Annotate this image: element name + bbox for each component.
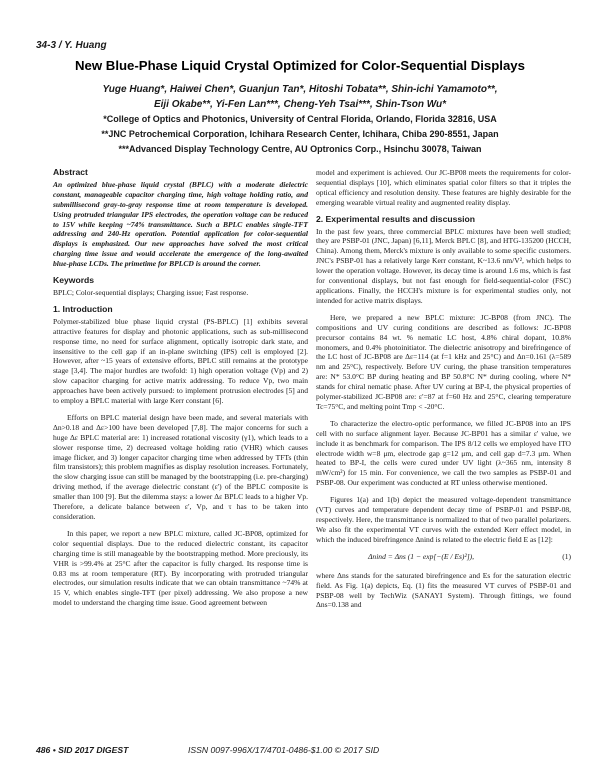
body-paragraph: Here, we prepared a new BPLC mixture: JC-BP08 (from JNC). The compositions and UV curing conditions are described as follows: JC-BP08 precursor contains 84 wt. % nematic LC host, 4.8% chiral dopant, 10.8% monomers, and 0.4% photoinitiator. The dielectric anisotropy and birefringence of the LC host of JC-BP08 are Δε=114 (at f=1 kHz and 25°C) and Δn=0.161 (λ=589 nm and 25°C), respectively. Before UV curing, the phase transition temperatures are: N* 53.0°C BP during heating and BP 50.8°C N* during cooling, where N* stands for chiral nematic phase. After UV curing at BP-I, the physical properties of polymer-stabilized JC-BP08 are: ε'=87 at f=60 Hz and 25°C, clearing temperature Tc=75°C, and melting point Tmp < -20°C. [316, 312, 571, 411]
body-paragraph: In this paper, we report a new BPLC mixture, called JC-BP08, optimized for color sequential displays. Due to the reduced dielectric constant, its capacitor charging time is still manageable by the bootstrapping method. More preciously, its VHR is >99.4% at 25°C after the capacitor is fully charged. Its response time is 0.83 ms at room temperature (RT). By incorporating with protruded triangular electrodes, our simulation results indicate that we can obtain transmittance ~74% at 15 V, which enables single-TFT (per pixel) addressing. We also propose a new model to understand the charging time issue. Good agreement between [53, 528, 308, 608]
equation-1 [316, 551, 571, 565]
section-heading-experimental: 2. Experimental results and discussion [316, 213, 476, 224]
author-line: Yuge Huang*, Haiwei Chen*, Guanjun Tan*, Hitoshi Tobata**, Shin-ichi Yamamoto**, [102, 84, 498, 95]
equation-formula: Δnind = Δns (1 − exp[−(E / Es)²]), [368, 551, 475, 561]
equation-number: (1) [562, 551, 571, 561]
keywords-text: BPLC; Color-sequential displays; Charging issue; Fast response. [53, 287, 249, 297]
footer-page-label: 486 • SID 2017 DIGEST [36, 745, 129, 755]
body-paragraph: To characterize the electro-optic performance, we filled JC-BP08 into an IPS cell with no surface alignment layer. Because JC-BP01 has a similar ε' value, we include it as benchmark for comparison. The IPS 8/12 cells we employed have ITO electrode width w=8 μm, electrode gap g=12 μm, and cell gap d=7.3 μm. When heated to BP-I, the cells were cured under UV light (λ~365 nm, intensity 8 mW/cm²) for 15 min. For convenience, we call the two samples as PSBP-01 and PSBP-08. Our experiment was conducted at RT unless otherwise mentioned. [316, 418, 571, 488]
body-paragraph: where Δns stands for the saturated birefringence and Es for the saturation electric field. As Fig. 1(a) depicts, Eq. (1) fits the measured VT curves of PSBP-01 and PSBP-08 well by TechWiz (SANAYI System). Through fittings, we found Δns=0.138 and [316, 570, 571, 610]
affiliations [30, 112, 570, 157]
footer-issn: ISSN 0097-996X/17/4701-0486-$1.00 © 2017 SID [188, 745, 380, 755]
affiliation-line: ***Advanced Display Technology Centre, AU Optronics Corp., Hsinchu 30078, Taiwan [118, 144, 482, 154]
running-head: 34-3 / Y. Huang [36, 40, 107, 51]
affiliation-line: **JNC Petrochemical Corporation, Ichihara Research Center, Ichihara, Chiba 290-8551, Japan [101, 129, 499, 139]
affiliation-line: *College of Optics and Photonics, University of Central Florida, Orlando, Florida 32816, USA [103, 114, 497, 124]
right-column [316, 168, 571, 610]
abstract-heading: Abstract [53, 167, 88, 177]
body-paragraph: Figures 1(a) and 1(b) depict the measured voltage-dependent transmittance (VT) curves and temperature dependent decay time of PSBP-01 and PSBP-08, respectively. Here, the transmittance is normalized to that of two parallel polarizers. We also fit the experimental VT curves with the extended Kerr effect model, in which the induced birefringence Δnind is related to the electric field E as [12]: [316, 495, 571, 544]
keywords-heading: Keywords [53, 275, 95, 286]
left-column [53, 168, 308, 608]
author-line: Eiji Okabe**, Yi-Fen Lan***, Cheng-Yeh Tsai***, Shin-Tson Wu* [153, 99, 447, 110]
paper-title: New Blue-Phase Liquid Crystal Optimized for Color-Sequential Displays [75, 58, 525, 73]
body-paragraph: Polymer-stabilized blue phase liquid crystal (PS-BPLC) [1] exhibits several attractive features for display and photonic applications, such as sub-millisecond response time, no need for surface alignment, optically isotropic dark state, and insensitive to the cell gap if an in-plane switching (IPS) cell is employed [2]. However, after ~15 years of extensive efforts, BPLC still remains at the prototype stage [3,4]. The major hurdles are twofold: 1) high operation voltage (Vp) and 2) slow capacitor charging for active matrix addressing. To reduce Vp, two main approaches have been actively pursued: to implement protrusion electrodes [5] and to employ a BPLC material with large Kerr constant [6]. [53, 316, 308, 406]
abstract-text: An optimized blue-phase liquid crystal (BPLC) with a moderate dielectric constant, manageable capacitor charging time, high voltage holding ratio, and submillisecond gray-to-gray response time at room temperature is developed. Using protruded triangular IPS electrodes, the operation voltage can be reduced to 15V while keeping ~74% transmittance. Such a BPLC enables single-TFT addressing and 240-Hz operation. Potential application for color-sequential displays is emphasized. Our new approaches have solved the most critical charging time issue and would accelerate the emergence of the long-awaited blue-phase LCDs. The primetime for BPLCD is around the corner. [53, 179, 308, 269]
body-paragraph: Efforts on BPLC material design have been made, and several materials with Δn>0.18 and Δε>100 have been developed [7,8]. The major concerns for such a huge Δε BPLC material are: 1) increased rotational viscosity (γ1), which leads to a slower response time, 2) decreased voltage holding ratio (VHR) which causes image flicker, and 3) longer capacitor charging time when addressed by TFTs (thin film transistors); this problem magnifies as display resolution increases. Fortunately, the slow charging issue can still be managed by the bootstrapping (i.e. pre-charging) driving method, if the average dielectric constant (ε') of the BPLC composite is smaller than 100 [9]. But the dilemma stays: a lower Δε BPLC leads to a higher Vp. Therefore, a delicate balance between ε', Vp, and τ has to be taken into consideration. [53, 412, 309, 521]
author-list [30, 82, 570, 112]
body-paragraph: In the past few years, three commercial BPLC mixtures have been well studied; they are PSBP-01 (JNC, Japan) [6,11], Merck BPLC [8], and HTG-135200 (HCCH, China). Among them, Merck's mixture is only available to some specific customers. JNC's PSBP-01 has a relatively large Kerr constant, K~13.6 nm/V², which helps to lower the operation voltage. However, its decay time is around 1.6 ms, which is fast for conventional displays, but not fast enough for field-sequential-color (FSC) applications. Finally, the HCCH's mixture is for experimental studies only, not intended for active matrix displays. [316, 226, 571, 305]
section-heading-introduction: 1. Introduction [53, 303, 113, 314]
body-paragraph: model and experiment is achieved. Our JC-BP08 meets the requirements for color-sequential displays [10], which eliminates spatial color filters so that it triples the optical efficiency and resolution density. These features are highly desirable for the emerging wearable virtual reality and augmented reality display. [316, 168, 571, 207]
